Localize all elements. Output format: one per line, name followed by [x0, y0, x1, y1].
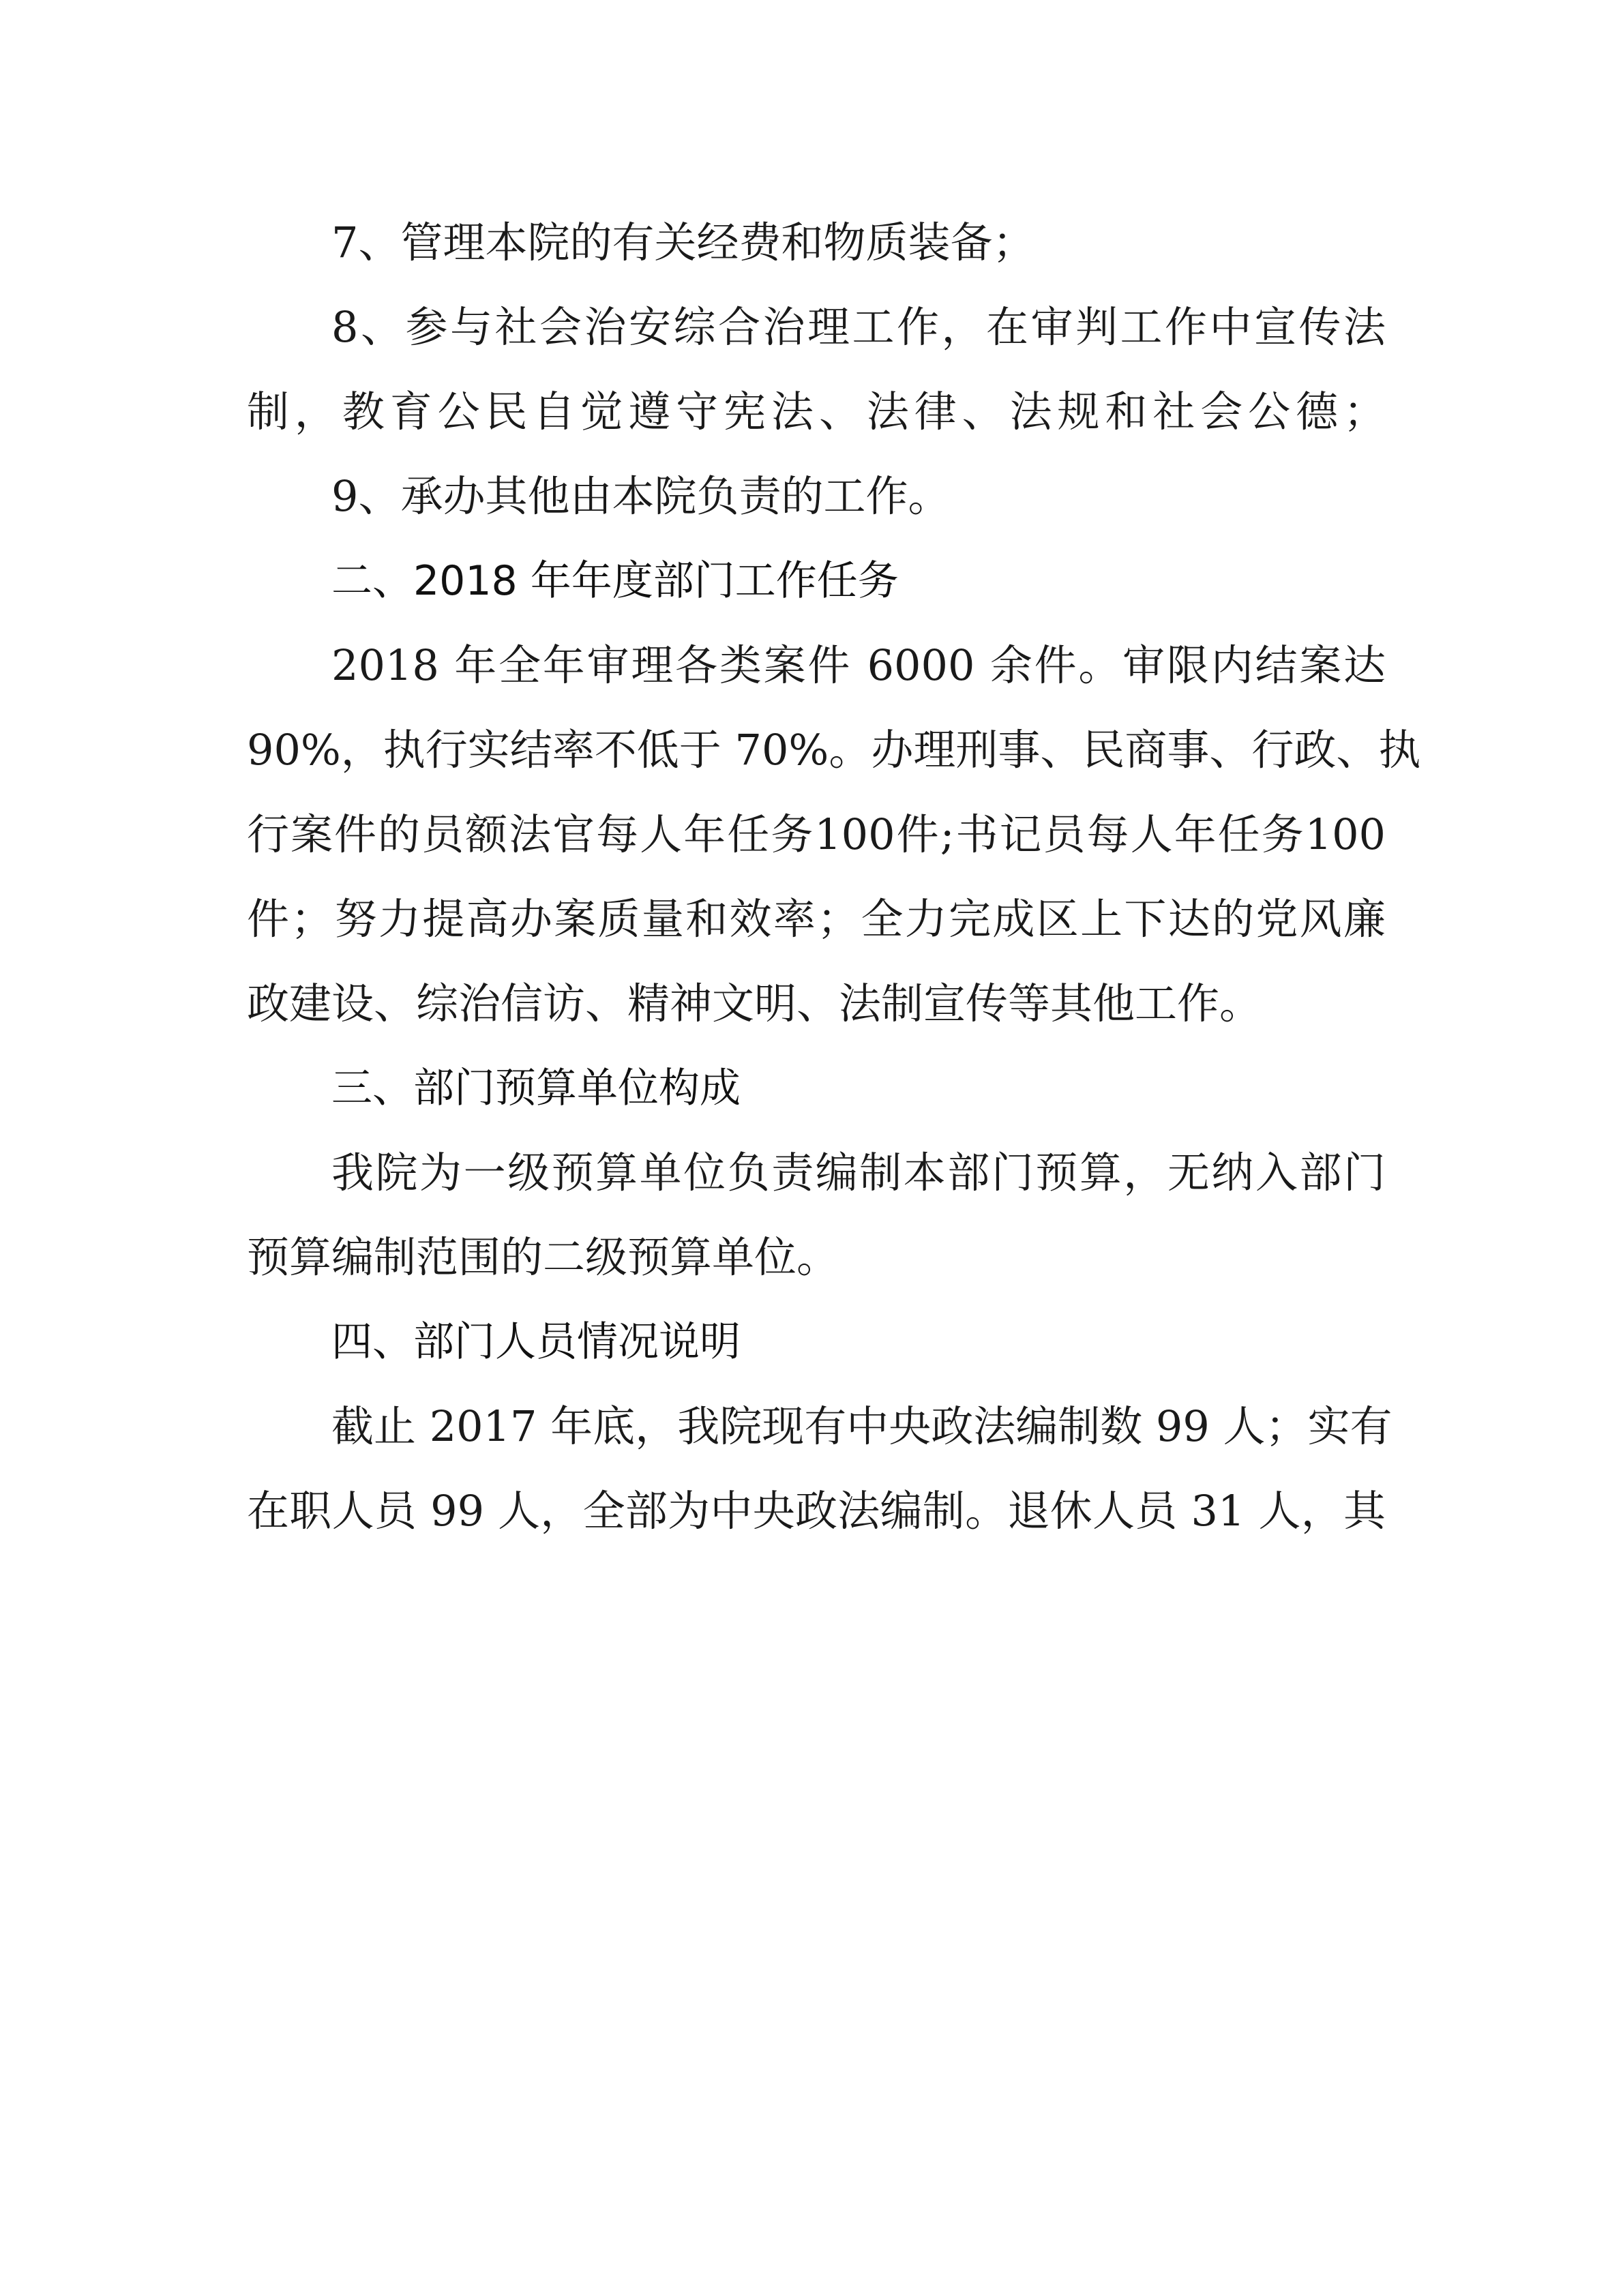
section-3-paragraph-line-1: 我院为一级预算单位负责编制本部门预算，无纳入部门	[331, 1148, 1386, 1197]
list-item-7: 7、管理本院的有关经费和物质装备；	[331, 218, 1035, 267]
list-item-8-line-1: 8、参与社会治安综合治理工作，在审判工作中宣传法	[331, 302, 1386, 352]
section-heading-4: 四、部门人员情况说明	[331, 1318, 741, 1366]
list-item-8-line-2: 制，教育公民自觉遵守宪法、法律、法规和社会公德；	[247, 387, 1386, 436]
section-heading-3: 三、部门预算单位构成	[331, 1064, 741, 1112]
section-heading-2: 二、2018 年年度部门工作任务	[331, 557, 899, 605]
section-2-paragraph-line-2: 90%，执行实结率不低于 70%。办理刑事、民商事、行政、执	[247, 725, 1421, 775]
section-3-paragraph-line-2: 预算编制范围的二级预算单位。	[247, 1232, 839, 1282]
section-4-paragraph-line-2: 在职人员 99 人，全部为中央政法编制。退休人员 31 人，其	[247, 1486, 1386, 1536]
section-2-paragraph-line-4: 件；努力提高办案质量和效率；全力完成区上下达的党风廉	[247, 894, 1386, 944]
section-2-paragraph-line-3: 行案件的员额法官每人年任务100件;书记员每人年任务100	[247, 809, 1386, 859]
list-item-9: 9、承办其他由本院负责的工作。	[331, 471, 951, 521]
section-2-paragraph-line-5: 政建设、综治信访、精神文明、法制宣传等其他工作。	[247, 979, 1262, 1028]
section-2-paragraph-line-1: 2018 年全年审理各类案件 6000 余件。审限内结案达	[331, 640, 1386, 690]
section-4-paragraph-line-1: 截止 2017 年底，我院现有中央政法编制数 99 人；实有	[331, 1401, 1393, 1451]
